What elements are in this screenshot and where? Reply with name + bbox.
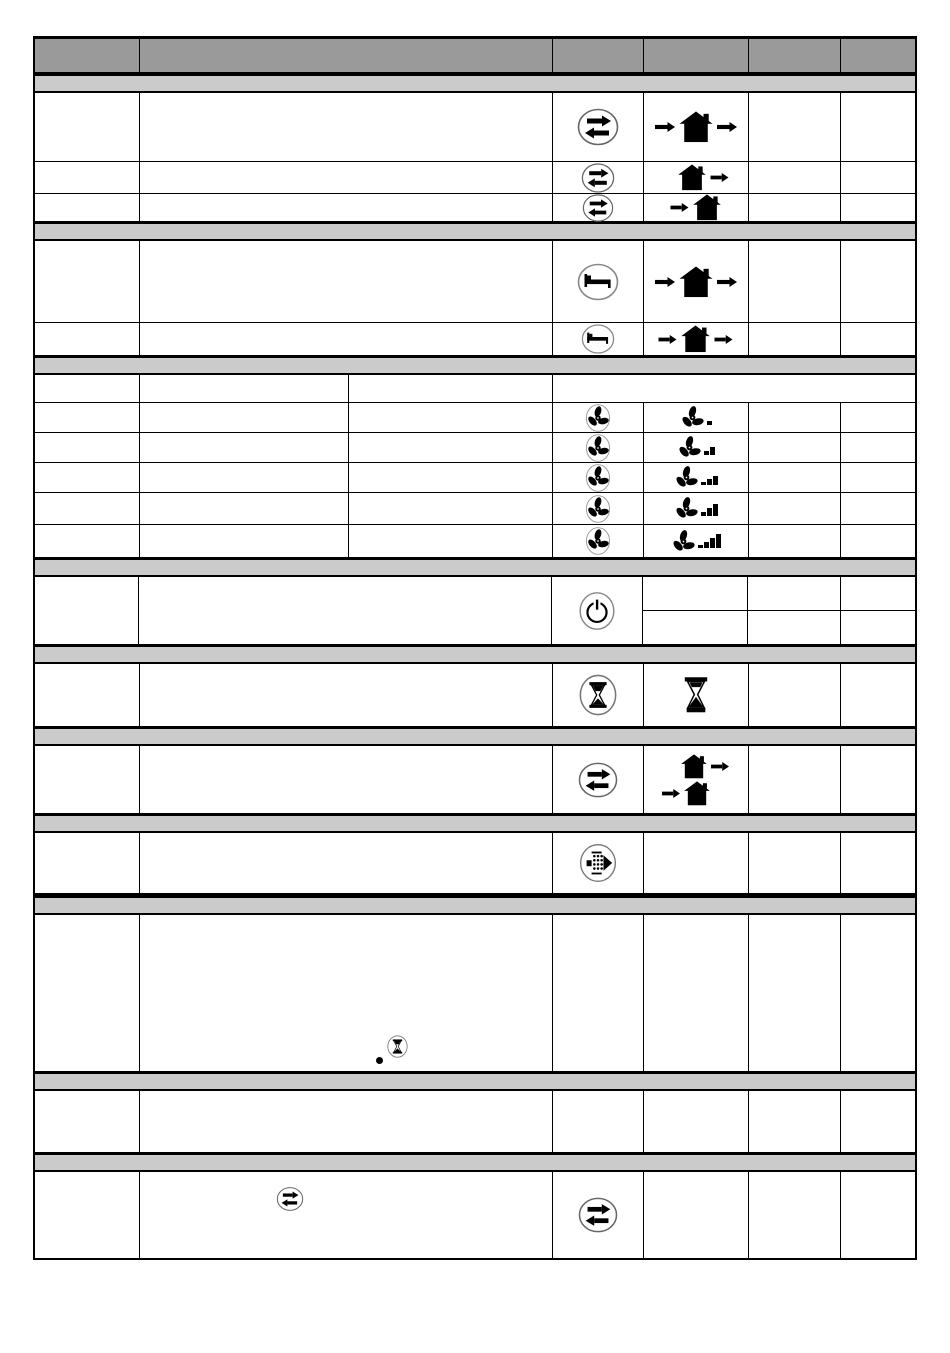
cell <box>749 241 842 322</box>
table-header-row <box>35 39 915 74</box>
table-row <box>35 241 915 323</box>
header-cell <box>140 39 553 72</box>
section-band <box>35 1072 915 1091</box>
table-row <box>35 525 915 558</box>
header-cell <box>841 39 915 72</box>
cell <box>140 93 553 161</box>
house-icon <box>692 194 722 221</box>
cell <box>140 1091 553 1152</box>
cell <box>643 577 748 610</box>
cell <box>841 162 915 193</box>
cell <box>644 162 749 193</box>
cell <box>35 525 140 557</box>
fan-speed-bars <box>704 441 715 455</box>
cell <box>140 433 349 462</box>
cell <box>553 433 645 462</box>
house-icon <box>683 781 711 806</box>
cell <box>35 833 140 893</box>
cell <box>140 323 553 355</box>
hourglass-circle-icon <box>577 673 619 717</box>
cell <box>553 493 645 524</box>
cell <box>749 525 842 557</box>
cell <box>841 1172 915 1258</box>
cell <box>841 463 915 492</box>
cell <box>35 1091 140 1152</box>
exchange-arrows-circle-icon <box>577 761 619 799</box>
cell <box>749 1091 842 1152</box>
bed-circle-icon <box>578 323 618 355</box>
cell <box>841 194 915 221</box>
cell <box>841 525 915 557</box>
arrow-right-icon <box>662 789 680 798</box>
cell <box>35 915 140 1071</box>
cell <box>35 433 140 462</box>
cell <box>140 493 349 524</box>
arrow-right-icon <box>710 173 729 182</box>
fan-icon <box>681 405 704 430</box>
fan-icon <box>672 529 695 554</box>
house-icon <box>678 266 714 298</box>
cell <box>35 577 139 644</box>
cell <box>749 915 842 1071</box>
cell <box>749 463 842 492</box>
section-band <box>35 558 915 577</box>
cell <box>35 493 140 524</box>
cell <box>841 577 915 610</box>
cell <box>553 1172 645 1258</box>
cell <box>553 833 645 893</box>
cell <box>139 577 551 644</box>
fan-circle-icon <box>584 403 612 433</box>
bullet-dot <box>376 1057 383 1064</box>
cell <box>644 493 749 524</box>
cell <box>749 93 842 161</box>
cell <box>749 746 842 813</box>
cell <box>841 833 915 893</box>
cell <box>748 577 841 610</box>
table-row <box>35 746 915 814</box>
cell <box>140 403 349 432</box>
cell <box>841 241 915 322</box>
exchange-arrows-circle-icon-small <box>275 1186 305 1212</box>
header-cell <box>644 39 749 72</box>
cell <box>140 746 553 813</box>
cell <box>553 525 645 557</box>
section-band <box>35 645 915 664</box>
cell <box>644 664 749 726</box>
table-row <box>35 463 915 493</box>
fan-speed-bars <box>698 534 721 548</box>
section-band <box>35 356 915 375</box>
house-icon <box>680 754 708 779</box>
fan-circle-icon <box>584 526 612 556</box>
table-row <box>35 915 915 1072</box>
table-row <box>35 194 915 222</box>
cell <box>643 611 748 644</box>
section-band <box>35 1153 915 1172</box>
fan-circle-icon <box>584 494 612 524</box>
cell <box>841 915 915 1071</box>
cell <box>35 93 140 161</box>
exchange-arrows-circle-icon <box>578 193 618 223</box>
cell <box>749 194 842 221</box>
cell <box>553 463 645 492</box>
cell <box>553 746 645 813</box>
hourglass-icon <box>682 676 710 714</box>
cell <box>841 403 915 432</box>
cell <box>349 403 553 432</box>
table-row <box>35 403 915 433</box>
cell <box>140 463 349 492</box>
cell <box>140 162 553 193</box>
fan-icon <box>675 496 698 521</box>
cell <box>644 833 749 893</box>
fan-circle-icon <box>584 433 612 463</box>
exchange-arrows-circle-icon <box>578 162 618 194</box>
arrow-right-icon <box>655 277 675 287</box>
house-icon <box>677 164 707 191</box>
bed-circle-icon <box>576 262 620 302</box>
table-row <box>35 162 915 194</box>
arrow-into-house-glyph <box>644 781 730 806</box>
cell-merged <box>553 375 915 402</box>
cell <box>749 1172 842 1258</box>
arrow-right-icon <box>717 122 737 132</box>
cell <box>644 403 749 432</box>
cell <box>553 162 645 193</box>
cell <box>349 375 553 402</box>
section-band <box>35 222 915 241</box>
cell <box>644 463 749 492</box>
table-row <box>35 93 915 162</box>
table-subheader-row <box>35 375 915 403</box>
cell <box>841 611 915 644</box>
exchange-arrows-circle-icon <box>577 1196 619 1234</box>
cell <box>553 664 645 726</box>
cell-group-split <box>643 577 915 644</box>
cell <box>749 403 842 432</box>
section-band <box>35 74 915 93</box>
cell <box>644 1172 749 1258</box>
table-row <box>35 323 915 356</box>
cell <box>35 1172 140 1258</box>
cell <box>644 323 749 355</box>
table-row <box>35 433 915 463</box>
cell <box>841 1091 915 1152</box>
cell <box>841 664 915 726</box>
cell <box>749 833 842 893</box>
hourglass-circle-icon-small <box>386 1034 409 1059</box>
cell <box>644 915 749 1071</box>
cell <box>841 746 915 813</box>
house-icon <box>678 111 714 143</box>
arrow-right-icon <box>658 335 677 344</box>
table-row <box>35 1091 915 1153</box>
cell <box>35 323 140 355</box>
fan-speed-bars <box>707 411 712 425</box>
cell <box>553 241 645 322</box>
cell <box>140 375 349 402</box>
fan-speed-bars <box>701 502 718 516</box>
cell <box>349 525 553 557</box>
fan-icon <box>678 435 701 460</box>
cell <box>749 162 842 193</box>
cell <box>140 194 553 221</box>
cell <box>841 93 915 161</box>
cell <box>749 493 842 524</box>
house-icon <box>680 325 711 353</box>
exchange-arrows-circle-icon <box>576 107 620 147</box>
header-cell <box>749 39 842 72</box>
cell <box>553 93 645 161</box>
cell <box>35 194 140 221</box>
cell <box>644 194 749 221</box>
cell <box>140 525 349 557</box>
cell <box>35 664 140 726</box>
section-band <box>35 896 915 915</box>
arrow-right-icon <box>717 277 737 287</box>
cell <box>644 746 749 813</box>
cell <box>644 525 749 557</box>
cell <box>35 463 140 492</box>
cell <box>140 833 553 893</box>
cell <box>841 433 915 462</box>
cell <box>644 93 749 161</box>
cell <box>553 323 645 355</box>
cell <box>140 241 553 322</box>
section-band <box>35 814 915 833</box>
sub-row <box>643 611 915 644</box>
house-arrow-right-glyph <box>662 754 748 779</box>
cell <box>749 664 842 726</box>
section-band <box>35 727 915 746</box>
table-row <box>35 493 915 525</box>
cell <box>140 664 553 726</box>
header-cell <box>553 39 645 72</box>
cell <box>644 433 749 462</box>
cell <box>349 463 553 492</box>
cell <box>748 611 841 644</box>
cell <box>841 323 915 355</box>
table-row <box>35 833 915 896</box>
cell <box>140 915 553 1071</box>
cell <box>349 493 553 524</box>
sub-row <box>643 577 915 611</box>
cell <box>841 493 915 524</box>
cell <box>35 403 140 432</box>
cell <box>349 433 553 462</box>
table-row <box>35 577 915 645</box>
operation-table <box>33 36 917 1260</box>
cell <box>644 1091 749 1152</box>
cell <box>35 375 140 402</box>
fan-icon <box>675 465 698 490</box>
cell <box>553 194 645 221</box>
cell <box>553 1091 645 1152</box>
table-row <box>35 1172 915 1258</box>
arrow-right-icon <box>655 122 675 132</box>
fan-circle-icon <box>584 463 612 493</box>
arrow-right-icon <box>670 203 689 212</box>
cell <box>35 241 140 322</box>
power-circle-icon <box>577 590 617 632</box>
table-row <box>35 664 915 727</box>
cell <box>552 577 643 644</box>
header-cell <box>35 39 140 72</box>
cell <box>749 323 842 355</box>
cell <box>35 746 140 813</box>
cell <box>35 162 140 193</box>
cell <box>644 241 749 322</box>
arrow-right-icon <box>711 762 729 771</box>
cell <box>553 403 645 432</box>
fan-speed-bars <box>701 471 718 485</box>
cell <box>749 433 842 462</box>
dotted-grid-arrow-circle-icon <box>577 841 619 885</box>
cell <box>140 1172 553 1258</box>
cell <box>553 915 645 1071</box>
arrow-right-icon <box>714 335 733 344</box>
